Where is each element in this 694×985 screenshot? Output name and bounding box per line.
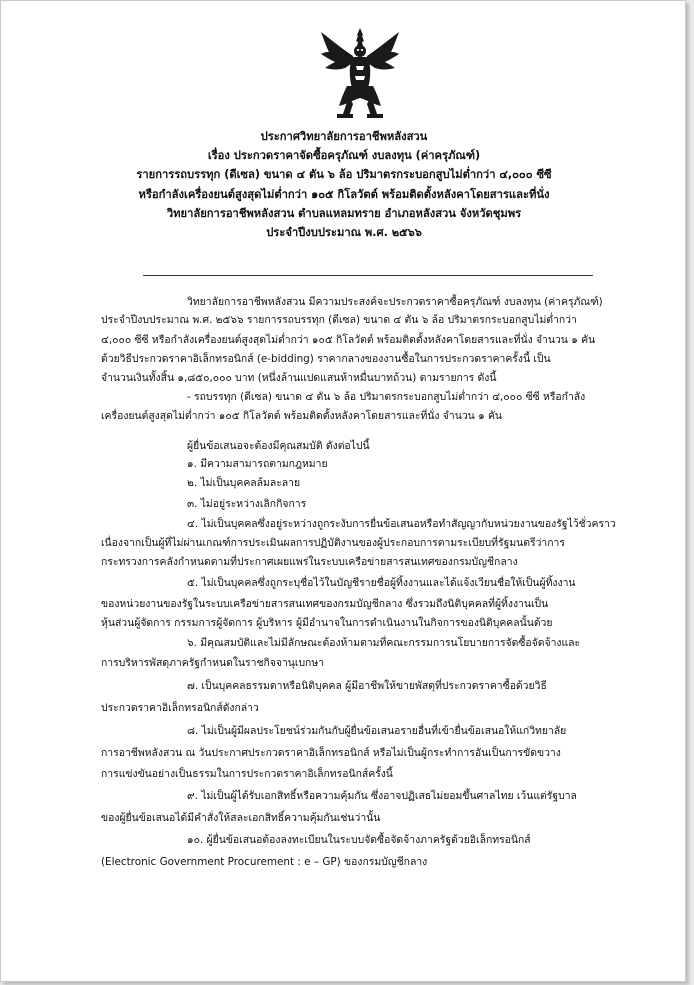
qualification-9: ๙. ไม่เป็นผู้ได้รับเอกสิทธิ์หรือความคุ้มกัน ซึ่งอาจปฏิเสธไม่ยอมขึ้นศาลไทย เว้นแต่รัฐบาล bbox=[187, 790, 577, 802]
qualification-3: ๓. ไม่อยู่ระหว่างเลิกกิจการ bbox=[187, 498, 307, 510]
qualification-7-cont: ประกวดราคาอิเล็กทรอนิกส์ดังกล่าว bbox=[101, 702, 259, 714]
qualifications-title: ผู้ยื่นข้อเสนอจะต้องมีคุณสมบัติ ดังต่อไปนี้ bbox=[187, 440, 370, 452]
qualification-10: ๑๐. ผู้ยื่นข้อเสนอต้องลงทะเบียนในระบบจัดซื้อจัดจ้างภาครัฐด้วยอิเล็กทรอนิกส์ bbox=[187, 834, 531, 846]
intro-line: ประจำปีงบประมาณ พ.ศ. ๒๕๖๖ รายการรถบรรทุก (ดีเซล) ขนาด ๔ ตัน ๖ ล้อ ปริมาตรกระบอกสูบไม่ต่ำกว่า bbox=[101, 314, 577, 326]
header-line-location: วิทยาลัยการอาชีพหลังสวน ตำบลแหลมทราย อำเภอหลังสวน จังหวัดชุมพร bbox=[166, 206, 522, 220]
qualification-2: ๒. ไม่เป็นบุคคลล้มละลาย bbox=[187, 477, 301, 489]
header-line-item: รายการรถบรรทุก (ดีเซล) ขนาด ๔ ตัน ๖ ล้อ ปริมาตรกระบอกสูบไม่ต่ำกว่า ๔,๐๐๐ ซีซี bbox=[136, 168, 552, 182]
header-line-organization: ประกาศวิทยาลัยการอาชีพหลังสวน bbox=[260, 130, 428, 143]
qualification-8: ๘. ไม่เป็นผู้มีผลประโยชน์ร่วมกันกับผู้ยื่นข้อเสนอรายอื่นที่เข้ายื่นข้อเสนอให้แก่วิทยาลัย bbox=[187, 725, 567, 737]
qualification-1: ๑. มีความสามารถตามกฎหมาย bbox=[187, 458, 328, 470]
header-line-subject: เรื่อง ประกวดราคาจัดซื้อครุภัณฑ์ งบลงทุน (ค่าครุภัณฑ์) bbox=[207, 149, 481, 163]
qualification-5-cont: หุ้นส่วนผู้จัดการ กรรมการผู้จัดการ ผู้บริหาร ผู้มีอำนาจในการดำเนินงานในกิจการของนิติบุคคลนั้นด้วย bbox=[101, 617, 553, 629]
qualification-6-cont: การบริหารพัสดุภาครัฐกำหนดในราชกิจจานุเบกษา bbox=[101, 657, 325, 669]
header-line-fiscal-year: ประจำปีงบประมาณ พ.ศ. ๒๕๖๖ bbox=[266, 226, 422, 240]
qualification-8-cont: การอาชีพหลังสวน ณ วันประกาศประกวดราคาอิเล็กทรอนิกส์ หรือไม่เป็นผู้กระทำการอันเป็นการขัดขวาง bbox=[101, 747, 561, 759]
intro-line: ๔,๐๐๐ ซีซี หรือกำลังเครื่องยนต์สูงสุดไม่ต่ำกว่า ๑๐๕ กิโลวัตต์ พร้อมติดตั้งหลังคาโดยสารและที่นั่ง จำนวน ๑ คัน bbox=[101, 334, 596, 346]
qualification-8-cont: การแข่งขันอย่างเป็นธรรมในการประกวดราคาอิเล็กทรอนิกส์ครั้งนี้ bbox=[101, 768, 393, 780]
announcement-body bbox=[1, 1, 685, 981]
qualification-7: ๗. เป็นบุคคลธรรมดาหรือนิติบุคคล ผู้มีอาชีพให้ขายพัสดุที่ประกวดราคาซื้อด้วยวิธี bbox=[187, 680, 547, 692]
header-line-item-continued: หรือกำลังเครื่องยนต์สูงสุดไม่ต่ำกว่า ๑๐๕ กิโลวัตต์ พร้อมติดตั้งหลังคาโดยสารและที่นั่ง bbox=[138, 187, 550, 201]
intro-line: จำนวนเงินทั้งสิ้น ๑,๘๕๐,๐๐๐ บาท (หนึ่งล้านแปดแสนห้าหมื่นบาทถ้วน) ตามรายการ ดังนี้ bbox=[101, 372, 497, 384]
intro-line: ด้วยวิธีประกวดราคาอิเล็กทรอนิกส์ (e-bidding) ราคากลางของงานซื้อในการประกวดราคาครั้งนี้ เป็น bbox=[101, 353, 551, 365]
qualification-5-cont: ของหน่วยงานของรัฐในระบบเครือข่ายสารสนเทศของกรมบัญชีกลาง ซึ่งรวมถึงนิติบุคคลที่ผู้ทิ้งงานเป็น bbox=[101, 598, 549, 610]
qualification-4-cont: เนื่องจากเป็นผู้ที่ไม่ผ่านเกณฑ์การประเมินผลการปฏิบัติงานของผู้ประกอบการตามระเบียบที่รัฐมนตรีว่าการ bbox=[101, 537, 565, 549]
item-line: เครื่องยนต์สูงสุดไม่ต่ำกว่า ๑๐๕ กิโลวัตต์ พร้อมติดตั้งหลังคาโดยสารและที่นั่ง จำนวน ๑ คัน bbox=[101, 410, 503, 422]
qualification-6: ๖. มีคุณสมบัติและไม่มีลักษณะต้องห้ามตามที่คณะกรรมการนโยบายการจัดซื้อจัดจ้างและ bbox=[187, 637, 581, 649]
qualification-10-cont: (Electronic Government Procurement : e – GP) ของกรมบัญชีกลาง bbox=[101, 856, 428, 868]
intro-line: วิทยาลัยการอาชีพหลังสวน มีความประสงค์จะประกวดราคาซื้อครุภัณฑ์ งบลงทุน (ค่าครุภัณฑ์) bbox=[187, 296, 603, 308]
item-line: - รถบรรทุก (ดีเซล) ขนาด ๔ ตัน ๖ ล้อ ปริมาตรกระบอกสูบไม่ต่ำกว่า ๔,๐๐๐ ซีซี หรือกำลัง bbox=[187, 391, 586, 403]
qualification-4-cont: กระทรวงการคลังกำหนดตามที่ประกาศเผยแพร่ในระบบเครือข่ายสารสนเทศของกรมบัญชีกลาง bbox=[101, 556, 518, 568]
qualification-4: ๔. ไม่เป็นบุคคลซึ่งอยู่ระหว่างถูกระงับการยื่นข้อเสนอหรือทำสัญญากับหน่วยงานของรัฐไว้ชั่วคราว bbox=[187, 518, 616, 530]
qualification-9-cont: ของผู้ยื่นข้อเสนอได้มีคำสั่งให้สละเอกสิทธิ์ความคุ้มกันเช่นว่านั้น bbox=[101, 812, 381, 824]
qualification-5: ๕. ไม่เป็นบุคคลซึ่งถูกระบุชื่อไว้ในบัญชีรายชื่อผู้ทิ้งงานและได้แจ้งเวียนชื่อให้เป็นผู้ทิ้งงาน bbox=[187, 577, 576, 589]
